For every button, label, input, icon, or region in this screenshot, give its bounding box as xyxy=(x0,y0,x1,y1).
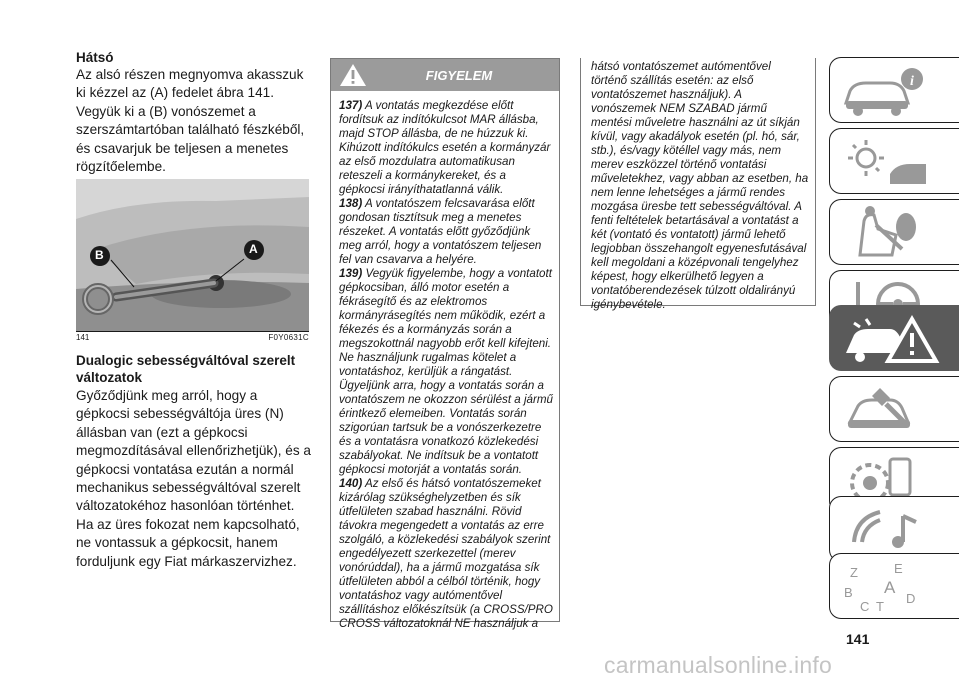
warning-item-text: A vontatószem felcsavarása előtt gondosan tisztítsuk meg a menetes részeket. A vontatás előtt győződjünk meg arról, hogy a vontatószem teljesen fel van csavarva a helyére. xyxy=(339,197,542,266)
watermark: carmanualsonline.info xyxy=(604,652,832,678)
figure-divider xyxy=(76,331,309,332)
warning-text xyxy=(339,99,553,631)
warning-continuation: hátsó vontatószemet autómentővel történő szállítás esetén: az első vontatószemet használjuk). A vonószemek NEM SZABAD jármű mentési műveletre használni az út síkján kívül, vagy akadályok esetén (pl. hó, sár, stb.), és/vagy kötéllel vagy más, nem merev eszközzel történő vontatási műveletekhez, vagy abban az esetben, ha nem lenne lehetséges a jármű rendes mozgása üresbe tett sebességváltóval. A fenti feltételek betartásával a vontatást a két (vontató és vontatott) jármű lehető legjobban összehangolt egyenesfutásával kell megoldani a középvonali tengelyhez képest, hogy elkerülhető legyen a vontatóberendezések túlzott oldalirányú igénybevétele. xyxy=(591,60,809,311)
warning-item-number: 138) xyxy=(339,197,363,210)
multimedia-icon xyxy=(840,502,930,558)
index-letter: T xyxy=(876,599,884,614)
tab-car-info[interactable] xyxy=(829,57,959,123)
svg-text:i: i xyxy=(910,74,914,89)
warning-item xyxy=(339,197,553,267)
warning-item-number: 139) xyxy=(339,267,363,280)
subsection-paragraph: Győződjünk meg arról, hogy a gépkocsi sebességváltója üres (N) állásban van (ezt a gépkocsi megmozdításával ellenőrizhetjük), és a gépkocsi vontatása ezután a normál mechanikus sebességváltóval szerelt változatokéhoz hasonlóan történhet. Ha az üres fokozat nem kapcsolható, ne vontassuk a gépkocsit, hanem forduljunk egy Fiat márkaszervizhez. xyxy=(76,388,311,569)
warning-item-number: 140) xyxy=(339,477,363,490)
figure-141 xyxy=(76,179,309,345)
subsection-heading: Dualogic sebességváltóval szerelt változatok xyxy=(76,353,296,385)
tab-lights[interactable] xyxy=(829,128,959,194)
lights-icon xyxy=(840,134,930,190)
warning-box-continued xyxy=(580,58,816,311)
callout-label-b: B xyxy=(95,248,104,262)
warning-item xyxy=(339,99,553,197)
warning-item-text: A vontatás megkezdése előtt fordítsuk az indítókulcsot MAR állásba, majd STOP állásba, de ne húzzuk ki. Kihúzott indítókulcs esetén a kormányzár az első mozdulatra automatikusan reteszeli a kormánykereket, és a gépkocsi irányíthatatlanná válik. xyxy=(339,99,551,196)
warning-header xyxy=(331,59,559,91)
warning-title: FIGYELEM xyxy=(425,68,493,83)
tow-eye-illustration xyxy=(76,179,309,331)
index-letter: B xyxy=(844,585,853,600)
warning-item xyxy=(339,267,553,477)
section-paragraph: Az alsó részen megnyomva akasszuk ki kézzel az (A) fedelet ábra 141. Vegyük ki a (B) vonószemet a szerszámtartóban található fészkéből, és csavarjuk be teljesen a menetes rögzítőelembe. xyxy=(76,67,305,175)
index-letter: E xyxy=(894,561,903,576)
service-tools-icon xyxy=(840,382,930,438)
figure-code: F0Y0631C xyxy=(268,333,309,342)
warning-box xyxy=(330,58,560,630)
callout-label-a: A xyxy=(249,242,258,256)
tab-safety[interactable] xyxy=(829,199,959,265)
tab-index[interactable] xyxy=(829,553,959,619)
warning-item-text: Vegyük figyelembe, hogy a vontatott gépkocsiban, álló motor esetén a fékrásegítő és az elektromos kormányrásegítés nem működik, ezért a fékezés és a kormányzás során a megszokottnál nagyobb erőt kell kifejteni. Ne használjunk rugalmas kötelet a vontatáshoz, kerüljük a rángatást. Ügyeljünk arra, hogy a vontatás során a vontatószem ne okozzon sérülést a jármű érintkező elemeiben. Vontatás során szigorúan tartsuk be a vonószerkezetre és a vontatásra vonatkozó közlekedési szabályokat. Ne indítsuk be a vontatott gépkocsi motorját a vontatás során. xyxy=(339,267,553,476)
index-letter: Z xyxy=(850,565,858,580)
figure-image xyxy=(76,179,309,331)
page-number: 141 xyxy=(846,631,870,647)
section-heading: Hátsó xyxy=(76,50,114,65)
tab-service[interactable] xyxy=(829,376,959,442)
left-column xyxy=(76,50,308,176)
warning-item-number: 137) xyxy=(339,99,363,112)
warning-item-text: Az első és hátsó vontatószemeket kizárólag szükséghelyzetben és sík útfelületen szabad használni. Rövid távokra megengedett a vontatás az erre szolgáló, a közlekedési szabályok szerint engedélyezett szerkezettel (merev vonórúddal), ha a jármű mozgatása sík útfelületen abból a célból történik, hogy vontatáshoz vagy autómentővel szállításhoz előkészítsük (a CROSS/PRO CROSS változatoknál NE használjuk a xyxy=(339,477,553,630)
left-column-lower xyxy=(76,387,312,571)
index-icon xyxy=(840,559,930,615)
warning-item xyxy=(339,477,553,631)
car-info-icon xyxy=(840,63,930,119)
index-letter: D xyxy=(906,591,916,606)
airbag-seat-icon xyxy=(840,205,930,261)
figure-number: 141 xyxy=(76,333,90,342)
tab-emergency[interactable] xyxy=(829,305,959,371)
index-letter: A xyxy=(884,578,896,597)
index-letter: C xyxy=(860,599,870,614)
emergency-warning-icon xyxy=(840,311,940,367)
